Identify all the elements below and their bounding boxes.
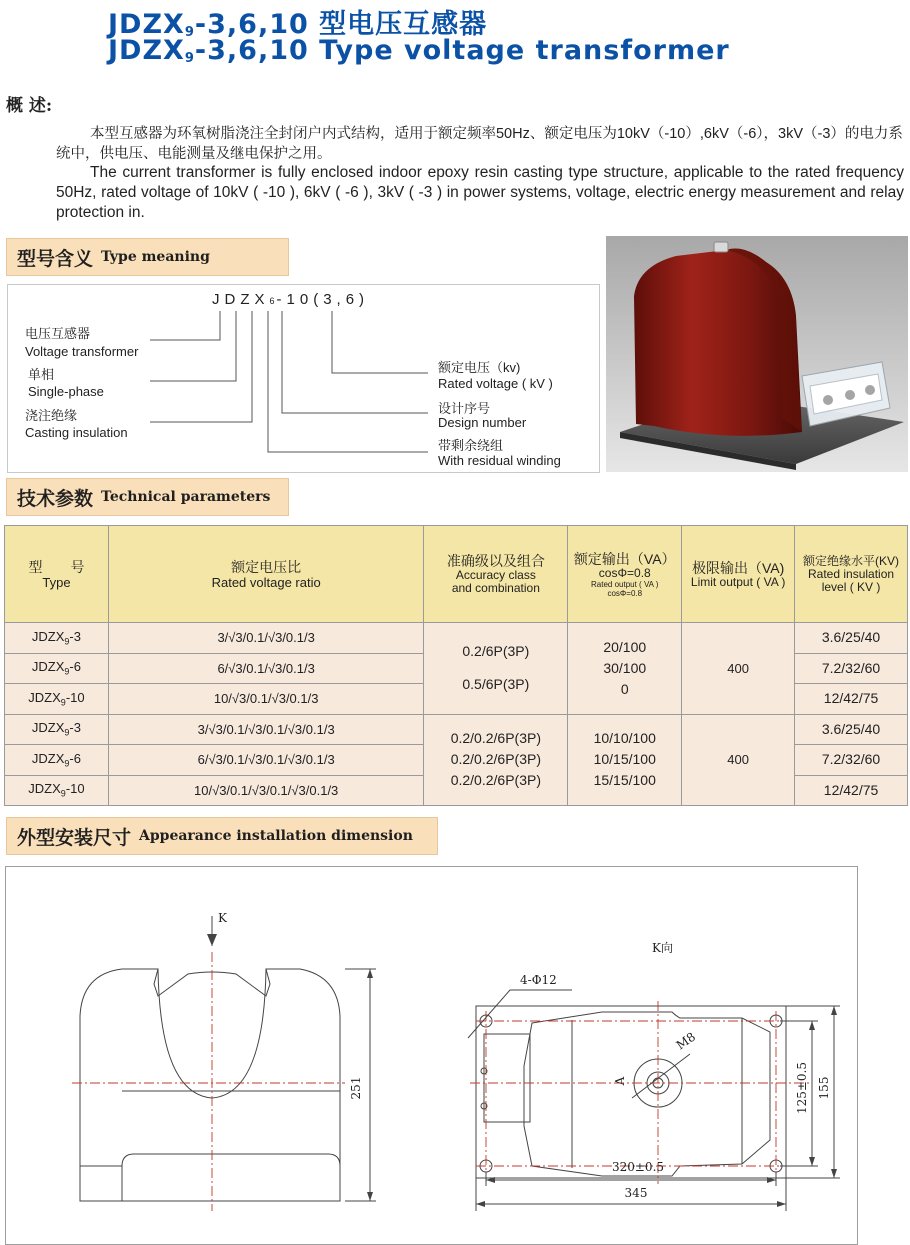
insulation-cell: 12/42/75 <box>795 775 908 806</box>
label-rated-voltage-en: Rated voltage ( kV ) <box>438 376 553 391</box>
limit-cell-group1: 400 <box>682 623 795 715</box>
table-row <box>5 714 908 745</box>
model-cell: $JDZX_9-3$ <box>5 714 109 745</box>
label-design-number-cn: 设计序号 <box>438 401 491 416</box>
dim-320: 320±0.5 <box>611 1160 665 1174</box>
model-cell: $JDZX_9-6$ <box>5 745 109 776</box>
label-voltage-transformer-cn: 电压互感器 <box>25 326 91 341</box>
ratio-cell: 3/√3/0.1/√3/0.1/√3/0.1/3 <box>108 714 424 745</box>
insulation-cell: 3.6/25/40 <box>795 623 908 654</box>
model-cell: $JDZX_9-3$ <box>5 623 109 654</box>
type-code: JDZX6-10(3,6) <box>212 291 370 308</box>
model-cell: $JDZX_9-6$ <box>5 653 109 684</box>
label-k-view: K向 <box>652 941 673 955</box>
output-cell-group2: 10/10/100 10/15/100 15/15/100 <box>568 714 682 806</box>
label-k: K <box>218 911 227 925</box>
label-casting-insulation-en: Casting insulation <box>25 425 128 440</box>
dim-320 <box>486 1172 776 1186</box>
dim-155: 155 <box>817 1076 831 1100</box>
title-english: $JDZX_9-3,6,10$ Type voltage transformer <box>108 35 730 66</box>
appearance-title-en: Appearance installation dimension <box>139 828 413 844</box>
dimension-drawing <box>0 866 910 1245</box>
label-residual-winding-cn: 带剩余绕组 <box>438 438 504 453</box>
technical-params-table <box>4 525 908 806</box>
ratio-cell: 6/√3/0.1/√3/0.1/3 <box>108 653 424 684</box>
dim-251: 251 <box>349 1076 363 1100</box>
dim-4-holes: 4-Φ12 <box>520 973 557 987</box>
ratio-cell: 10/√3/0.1/√3/0.1/3 <box>108 684 424 715</box>
appearance-tab <box>6 817 438 855</box>
insulation-cell: 7.2/32/60 <box>795 653 908 684</box>
header-rated-insulation: 额定绝缘水平(KV) Rated insulation level ( KV ) <box>795 526 908 623</box>
label-voltage-transformer-en: Voltage transformer <box>25 344 139 359</box>
label-single-phase-cn: 单相 <box>28 367 55 382</box>
limit-cell-group2: 400 <box>682 714 795 806</box>
front-view-outline <box>80 916 340 1201</box>
technical-params-title-en: Technical parameters <box>101 489 271 505</box>
header-rated-voltage-ratio: 额定电压比 Rated voltage ratio <box>108 526 424 623</box>
label-single-phase-en: Single-phase <box>28 384 104 399</box>
type-meaning-title-en: Type meaning <box>101 249 210 265</box>
dim-m8: M8 <box>673 1029 699 1053</box>
header-rated-output: 额定输出（VA） cosΦ=0.8 Rated output ( VA ) cosΦ=0.8 <box>568 526 682 623</box>
table-header-row <box>5 526 908 623</box>
header-limit-output: 极限输出（VA) Limit output ( VA ) <box>682 526 795 623</box>
model-cell: $JDZX_9-10$ <box>5 684 109 715</box>
model-cell: $JDZX_9-10$ <box>5 775 109 806</box>
overview-text-chinese: 本型互感器为环氧树脂浇注全封闭户内式结构，适用于额定频率50Hz、额定电压为10kV（-10）,6kV（-6），3kV（-3）的电力系统中，供电压、电能测量及继电保护之用。 <box>56 126 903 162</box>
insulation-cell: 7.2/32/60 <box>795 745 908 776</box>
overview-heading: 概 述: <box>6 96 53 116</box>
plan-view-outline <box>476 1006 786 1178</box>
dim-a: A <box>613 1076 627 1086</box>
dim-345: 345 <box>624 1186 648 1200</box>
technical-params-tab <box>6 478 289 516</box>
label-rated-voltage-cn: 额定电压（kv) <box>438 360 521 375</box>
insulation-cell: 3.6/25/40 <box>795 714 908 745</box>
appearance-title-cn: 外型安装尺寸 <box>17 826 132 849</box>
label-casting-insulation-cn: 浇注绝缘 <box>25 408 78 423</box>
product-photo <box>606 236 908 472</box>
overview-text-english: The current transformer is fully enclosed indoor epoxy resin casting type structure, applicable to the rated frequency 50Hz, rated voltage of 10kV ( -10 ), 6kV ( -6 ), 3kV ( -3 ) in power systems, voltage, electric energy measurement and relay protection in. <box>56 164 904 221</box>
label-design-number-en: Design number <box>438 415 527 430</box>
type-meaning-title-cn: 型号含义 <box>17 247 94 270</box>
ratio-cell: 10/√3/0.1/√3/0.1/√3/0.1/3 <box>108 775 424 806</box>
insulation-cell: 12/42/75 <box>795 684 908 715</box>
title-chinese: $JDZX_9-3,6,10$ 型电压互感器 <box>108 9 488 40</box>
header-type: 型 号 Type <box>5 526 109 623</box>
accuracy-cell-group2: 0.2/0.2/6P(3P) 0.2/0.2/6P(3P) 0.2/0.2/6P(3P) <box>424 714 568 806</box>
ratio-cell: 3/√3/0.1/√3/0.1/3 <box>108 623 424 654</box>
output-cell-group1: 20/100 30/100 0 <box>568 623 682 715</box>
technical-params-title-cn: 技术参数 <box>17 487 94 510</box>
dim-125: 125±0.5 <box>795 1061 809 1115</box>
header-accuracy-class: 准确级以及组合 Accuracy class and combination <box>424 526 568 623</box>
ratio-cell: 6/√3/0.1/√3/0.1/√3/0.1/3 <box>108 745 424 776</box>
label-residual-winding-en: With residual winding <box>438 453 561 468</box>
accuracy-cell-group1: 0.2/6P(3P) 0.5/6P(3P) <box>424 623 568 715</box>
table-row <box>5 623 908 654</box>
